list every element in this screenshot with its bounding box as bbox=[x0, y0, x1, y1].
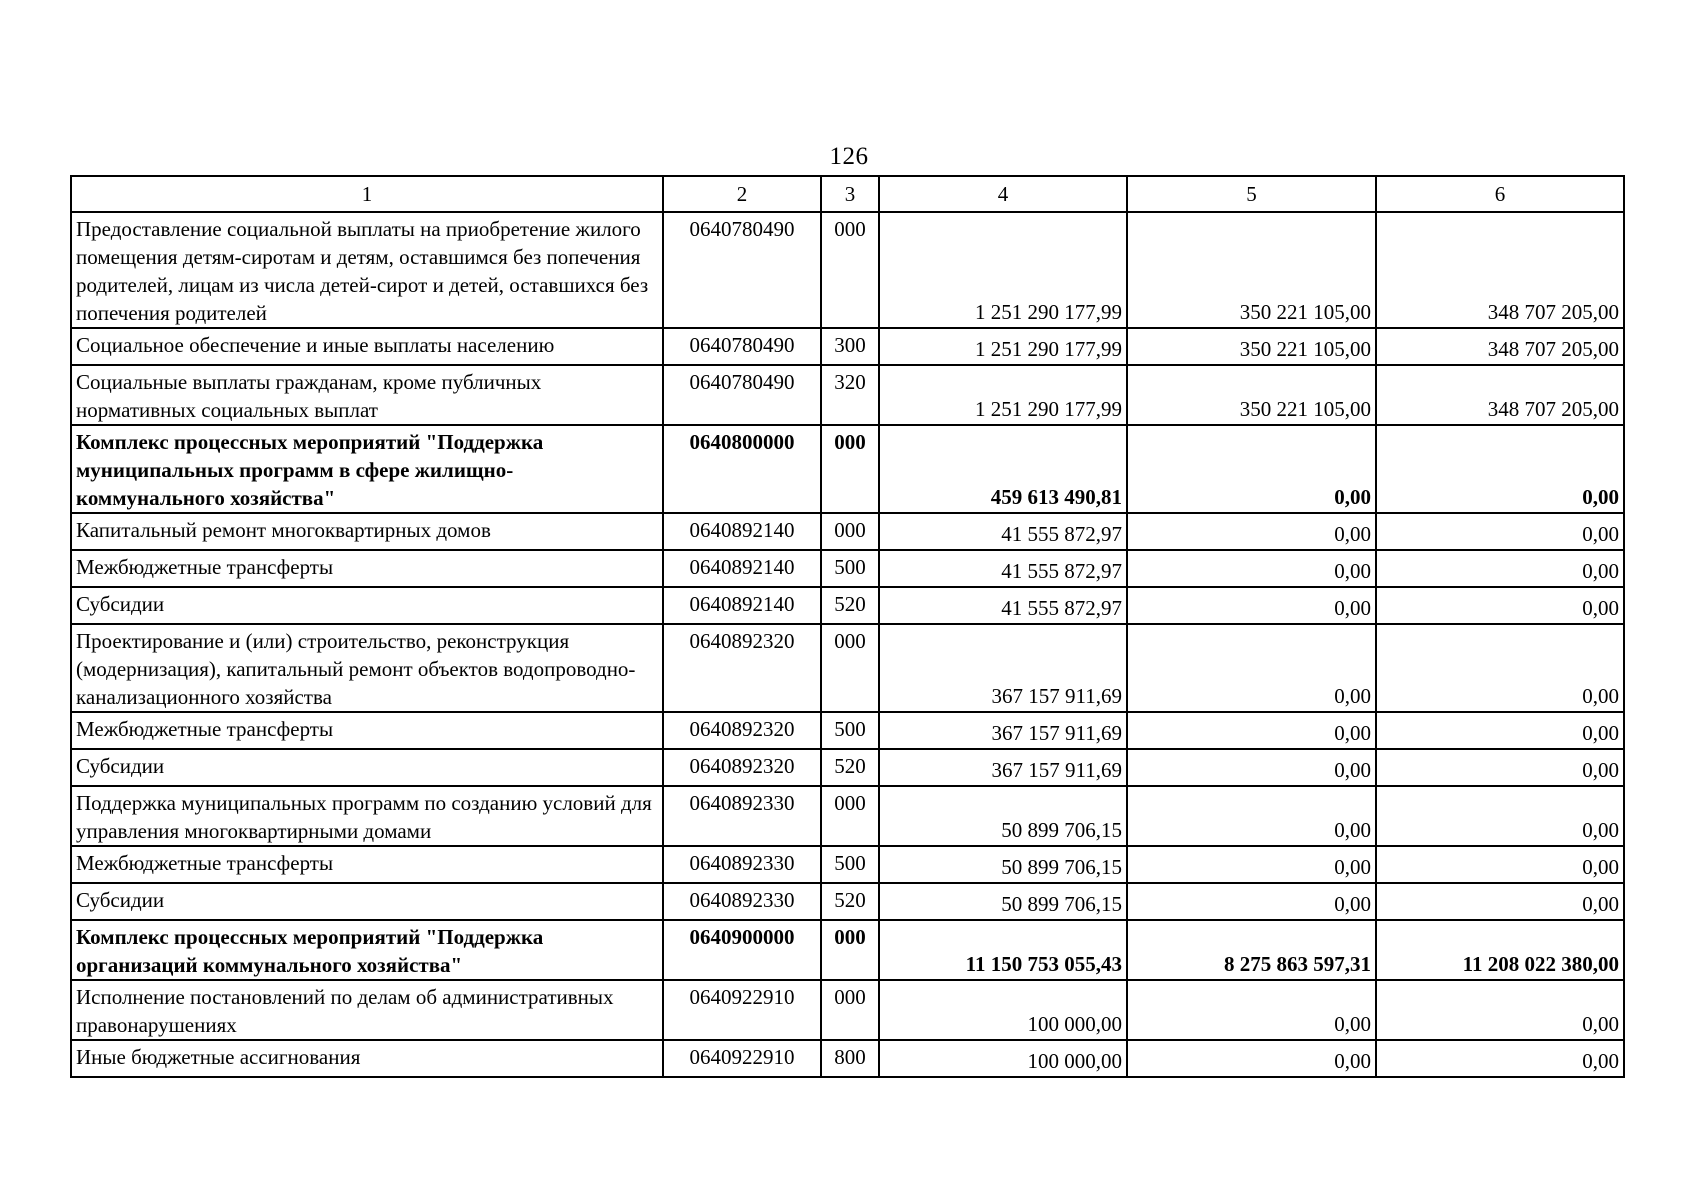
table-row bbox=[71, 980, 1624, 1040]
table-row bbox=[71, 365, 1624, 425]
column-header: 2 bbox=[663, 176, 821, 212]
row-value-col5: 0,00 bbox=[1127, 980, 1376, 1040]
row-value-col4: 100 000,00 bbox=[879, 980, 1127, 1040]
row-code-cell: 0640892320 bbox=[663, 749, 821, 786]
row-name-cell: Предоставление социальной выплаты на приобретение жилого помещения детям-сиротам и детям, оставшимся без попечения родителей, лицам из числа детей-сирот и детей, оставшихся без попечения родителей bbox=[71, 212, 663, 328]
row-value-col6: 0,00 bbox=[1376, 513, 1624, 550]
row-value-col4: 50 899 706,15 bbox=[879, 883, 1127, 920]
row-value-col4: 50 899 706,15 bbox=[879, 786, 1127, 846]
row-kind-cell: 320 bbox=[821, 365, 879, 425]
row-code-cell: 0640780490 bbox=[663, 212, 821, 328]
row-code-cell: 0640922910 bbox=[663, 980, 821, 1040]
row-value-col5: 350 221 105,00 bbox=[1127, 365, 1376, 425]
page-number: 126 bbox=[829, 143, 869, 170]
row-code-cell: 0640900000 bbox=[663, 920, 821, 980]
row-name-cell: Социальное обеспечение и иные выплаты населению bbox=[71, 328, 663, 365]
row-value-col6: 0,00 bbox=[1376, 1040, 1624, 1077]
row-kind-cell: 000 bbox=[821, 920, 879, 980]
table-row bbox=[71, 883, 1624, 920]
row-kind-cell: 000 bbox=[821, 513, 879, 550]
row-kind-cell: 520 bbox=[821, 883, 879, 920]
row-value-col4: 367 157 911,69 bbox=[879, 712, 1127, 749]
row-value-col6: 0,00 bbox=[1376, 425, 1624, 513]
row-value-col5: 0,00 bbox=[1127, 712, 1376, 749]
row-value-col6: 0,00 bbox=[1376, 786, 1624, 846]
row-kind-cell: 500 bbox=[821, 846, 879, 883]
row-name-cell: Субсидии bbox=[71, 587, 663, 624]
row-value-col4: 1 251 290 177,99 bbox=[879, 365, 1127, 425]
column-header: 5 bbox=[1127, 176, 1376, 212]
row-name-cell: Субсидии bbox=[71, 749, 663, 786]
row-value-col5: 0,00 bbox=[1127, 587, 1376, 624]
row-code-cell: 0640892140 bbox=[663, 587, 821, 624]
row-value-col5: 350 221 105,00 bbox=[1127, 328, 1376, 365]
row-value-col4: 41 555 872,97 bbox=[879, 513, 1127, 550]
row-value-col6: 0,00 bbox=[1376, 883, 1624, 920]
row-value-col4: 100 000,00 bbox=[879, 1040, 1127, 1077]
row-name-cell: Межбюджетные трансферты bbox=[71, 712, 663, 749]
budget-table bbox=[70, 175, 1625, 1078]
row-kind-cell: 520 bbox=[821, 749, 879, 786]
row-name-cell: Проектирование и (или) строительство, реконструкция (модернизация), капитальный ремонт объектов водопроводно-канализационного хозяйства bbox=[71, 624, 663, 712]
row-kind-cell: 000 bbox=[821, 786, 879, 846]
row-value-col6: 0,00 bbox=[1376, 749, 1624, 786]
row-value-col5: 0,00 bbox=[1127, 550, 1376, 587]
row-name-cell: Поддержка муниципальных программ по созданию условий для управления многоквартирными домами bbox=[71, 786, 663, 846]
row-value-col5: 0,00 bbox=[1127, 1040, 1376, 1077]
table-row bbox=[71, 712, 1624, 749]
row-value-col6: 0,00 bbox=[1376, 550, 1624, 587]
row-code-cell: 0640892320 bbox=[663, 624, 821, 712]
table-body bbox=[71, 212, 1624, 1077]
row-name-cell: Комплекс процессных мероприятий "Поддержка муниципальных программ в сфере жилищно-коммунального хозяйства" bbox=[71, 425, 663, 513]
row-value-col5: 350 221 105,00 bbox=[1127, 212, 1376, 328]
table-row bbox=[71, 1040, 1624, 1077]
row-value-col5: 0,00 bbox=[1127, 786, 1376, 846]
column-header: 4 bbox=[879, 176, 1127, 212]
row-kind-cell: 500 bbox=[821, 712, 879, 749]
row-value-col4: 459 613 490,81 bbox=[879, 425, 1127, 513]
row-name-cell: Межбюджетные трансферты bbox=[71, 846, 663, 883]
row-value-col6: 0,00 bbox=[1376, 846, 1624, 883]
row-value-col5: 0,00 bbox=[1127, 425, 1376, 513]
row-kind-cell: 520 bbox=[821, 587, 879, 624]
row-name-cell: Комплекс процессных мероприятий "Поддержка организаций коммунального хозяйства" bbox=[71, 920, 663, 980]
row-code-cell: 0640922910 bbox=[663, 1040, 821, 1077]
row-value-col6: 0,00 bbox=[1376, 624, 1624, 712]
row-code-cell: 0640892140 bbox=[663, 513, 821, 550]
row-value-col4: 11 150 753 055,43 bbox=[879, 920, 1127, 980]
table-row bbox=[71, 425, 1624, 513]
table-row bbox=[71, 846, 1624, 883]
row-value-col6: 348 707 205,00 bbox=[1376, 365, 1624, 425]
row-code-cell: 0640800000 bbox=[663, 425, 821, 513]
row-kind-cell: 500 bbox=[821, 550, 879, 587]
table-header bbox=[71, 176, 1624, 212]
row-value-col4: 367 157 911,69 bbox=[879, 749, 1127, 786]
row-value-col5: 0,00 bbox=[1127, 624, 1376, 712]
row-value-col6: 348 707 205,00 bbox=[1376, 212, 1624, 328]
row-kind-cell: 000 bbox=[821, 624, 879, 712]
row-kind-cell: 300 bbox=[821, 328, 879, 365]
row-name-cell: Капитальный ремонт многоквартирных домов bbox=[71, 513, 663, 550]
row-name-cell: Субсидии bbox=[71, 883, 663, 920]
row-code-cell: 0640780490 bbox=[663, 328, 821, 365]
row-name-cell: Иные бюджетные ассигнования bbox=[71, 1040, 663, 1077]
row-value-col6: 0,00 bbox=[1376, 712, 1624, 749]
row-code-cell: 0640892320 bbox=[663, 712, 821, 749]
row-value-col5: 8 275 863 597,31 bbox=[1127, 920, 1376, 980]
row-value-col4: 41 555 872,97 bbox=[879, 587, 1127, 624]
row-kind-cell: 000 bbox=[821, 425, 879, 513]
header-row bbox=[71, 176, 1624, 212]
row-value-col4: 367 157 911,69 bbox=[879, 624, 1127, 712]
table-row bbox=[71, 550, 1624, 587]
row-name-cell: Исполнение постановлений по делам об административных правонарушениях bbox=[71, 980, 663, 1040]
column-header: 1 bbox=[71, 176, 663, 212]
row-kind-cell: 800 bbox=[821, 1040, 879, 1077]
row-value-col5: 0,00 bbox=[1127, 749, 1376, 786]
row-value-col4: 41 555 872,97 bbox=[879, 550, 1127, 587]
row-value-col6: 0,00 bbox=[1376, 980, 1624, 1040]
row-code-cell: 0640892330 bbox=[663, 846, 821, 883]
table-row bbox=[71, 587, 1624, 624]
table-row bbox=[71, 212, 1624, 328]
row-code-cell: 0640892330 bbox=[663, 786, 821, 846]
table-row bbox=[71, 920, 1624, 980]
row-value-col6: 0,00 bbox=[1376, 587, 1624, 624]
row-name-cell: Социальные выплаты гражданам, кроме публичных нормативных социальных выплат bbox=[71, 365, 663, 425]
row-code-cell: 0640892330 bbox=[663, 883, 821, 920]
table-row bbox=[71, 749, 1624, 786]
row-value-col6: 348 707 205,00 bbox=[1376, 328, 1624, 365]
row-value-col4: 1 251 290 177,99 bbox=[879, 212, 1127, 328]
table-row bbox=[71, 328, 1624, 365]
table-row bbox=[71, 513, 1624, 550]
row-value-col5: 0,00 bbox=[1127, 513, 1376, 550]
row-value-col5: 0,00 bbox=[1127, 883, 1376, 920]
column-header: 6 bbox=[1376, 176, 1624, 212]
row-value-col4: 1 251 290 177,99 bbox=[879, 328, 1127, 365]
table-row bbox=[71, 786, 1624, 846]
row-kind-cell: 000 bbox=[821, 212, 879, 328]
row-value-col4: 50 899 706,15 bbox=[879, 846, 1127, 883]
row-name-cell: Межбюджетные трансферты bbox=[71, 550, 663, 587]
row-code-cell: 0640892140 bbox=[663, 550, 821, 587]
row-value-col5: 0,00 bbox=[1127, 846, 1376, 883]
column-header: 3 bbox=[821, 176, 879, 212]
table-row bbox=[71, 624, 1624, 712]
row-value-col6: 11 208 022 380,00 bbox=[1376, 920, 1624, 980]
row-kind-cell: 000 bbox=[821, 980, 879, 1040]
row-code-cell: 0640780490 bbox=[663, 365, 821, 425]
